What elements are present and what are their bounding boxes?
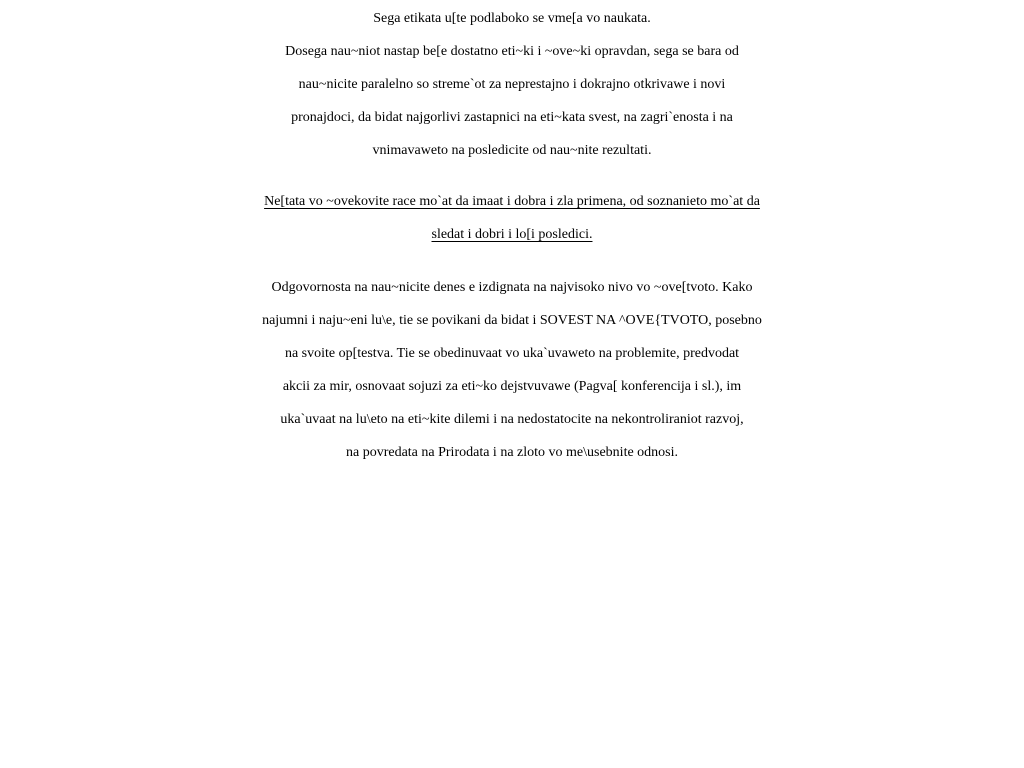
- text-line: vnimavaweto na posledicite od nau~nite rezultati.: [372, 143, 652, 158]
- text-line: uka`uvaat na lu\eto na eti~kite dilemi i na nedostatocite na nekontroliraniot razvoj,: [280, 412, 744, 427]
- underlined-text: sledat i dobri i lo[i posledici.: [431, 227, 593, 242]
- text-line: Odgovornosta na nau~nicite denes e izdignata na najvisoko nivo vo ~ove[tvoto. Kako: [271, 280, 753, 295]
- text-line: [0, 185, 1024, 218]
- underlined-text: Ne[tata vo ~ovekovite race mo`at da imaat i dobra i zla primena, od soznanieto mo`at da: [264, 194, 760, 209]
- text-line: najumni i naju~eni lu\e, tie se povikani da bidat i SOVEST NA ^OVE{TVOTO, posebno: [262, 313, 762, 328]
- text-line: na svoite op[testva. Tie se obedinuvaat vo uka`uvaweto na problemite, predvodat: [284, 346, 740, 361]
- text-line: Dosega nau~niot nastap be[e dostatno eti~ki i ~ove~ki opravdan, sega se bara od: [285, 44, 739, 59]
- paragraph-scientists-responsibility: [0, 271, 1024, 469]
- text-line: na povredata na Prirodata i na zloto vo me\usebnite odnosi.: [345, 445, 679, 460]
- text-line: pronajdoci, da bidat najgorlivi zastapnici na eti~kata svest, na zagri`enosta i na: [291, 110, 733, 125]
- paragraph-good-and-bad-use: [0, 185, 1024, 251]
- text-line: [0, 218, 1024, 251]
- text-line: akcii za mir, osnovaat sojuzi za eti~ko dejstvuvawe (Pagva[ konferencija i sl.), im: [282, 379, 742, 394]
- paragraph-ethics-in-science: [0, 2, 1024, 167]
- text-line: nau~nicite paralelno so streme`ot za neprestajno i dokrajno otkrivawe i novi: [298, 77, 726, 92]
- text-line: Sega etikata u[te podlaboko se vme[a vo naukata.: [373, 11, 651, 26]
